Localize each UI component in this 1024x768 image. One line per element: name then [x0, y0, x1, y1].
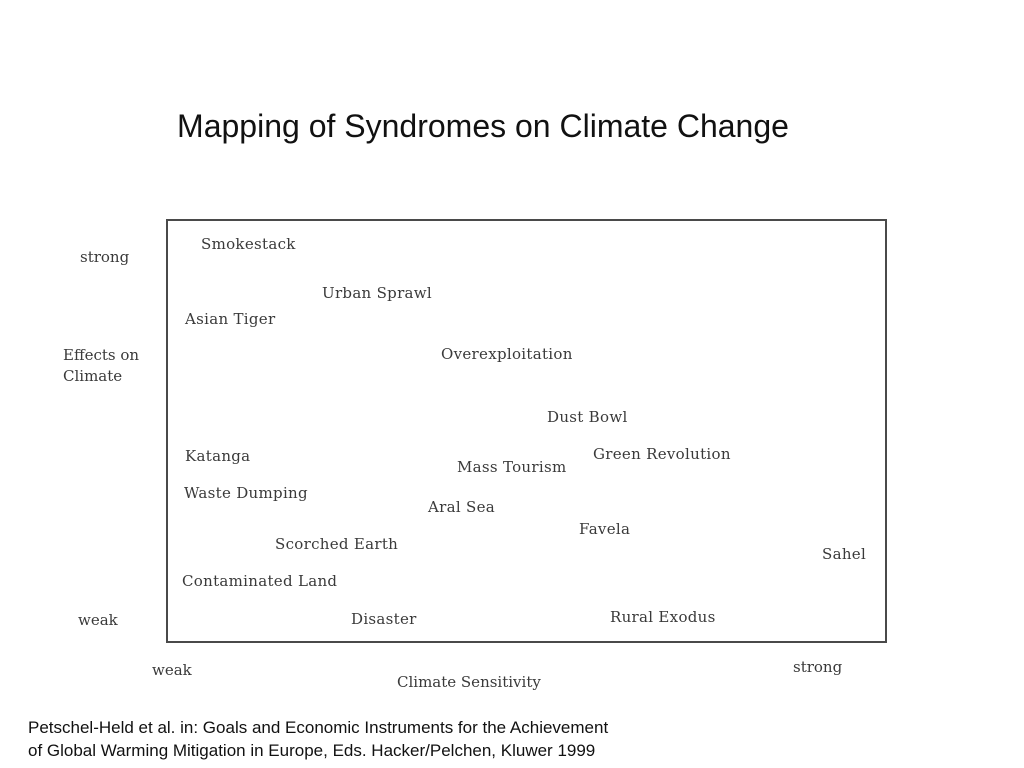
- syndrome-label: Contaminated Land: [182, 572, 338, 590]
- source-citation: [28, 716, 718, 762]
- syndrome-label: Mass Tourism: [457, 458, 567, 476]
- syndrome-label: Favela: [579, 520, 631, 538]
- y-axis-high-label: strong: [80, 248, 130, 266]
- syndrome-label: Sahel: [822, 545, 867, 563]
- y-axis-low-label: weak: [78, 611, 118, 629]
- syndrome-label: Overexploitation: [441, 345, 573, 363]
- syndrome-label: Smokestack: [201, 235, 296, 253]
- x-axis-high-label: strong: [793, 658, 843, 676]
- syndrome-label: Asian Tiger: [185, 310, 276, 328]
- citation-line1: Petschel-Held et al. in: Goals and Economic Instruments for the Achievement: [28, 718, 609, 737]
- x-axis-title: Climate Sensitivity: [397, 673, 541, 691]
- syndrome-label: Disaster: [351, 610, 417, 628]
- syndrome-label: Scorched Earth: [275, 535, 399, 553]
- y-axis-title: [63, 345, 163, 387]
- x-axis-low-label: weak: [152, 661, 192, 679]
- y-axis-title-line2: Climate: [63, 367, 123, 385]
- syndrome-label: Dust Bowl: [547, 408, 628, 426]
- syndrome-label: Rural Exodus: [610, 608, 716, 626]
- citation-line2: of Global Warming Mitigation in Europe, Eds. Hacker/Pelchen, Kluwer 1999: [28, 741, 596, 760]
- syndrome-label: Waste Dumping: [184, 484, 308, 502]
- y-axis-title-line1: Effects on: [63, 346, 140, 364]
- syndrome-label: Katanga: [185, 447, 251, 465]
- slide-title: Mapping of Syndromes on Climate Change: [177, 108, 789, 144]
- syndrome-label: Urban Sprawl: [322, 284, 433, 302]
- syndrome-label: Aral Sea: [428, 498, 496, 516]
- syndrome-label: Green Revolution: [593, 445, 731, 463]
